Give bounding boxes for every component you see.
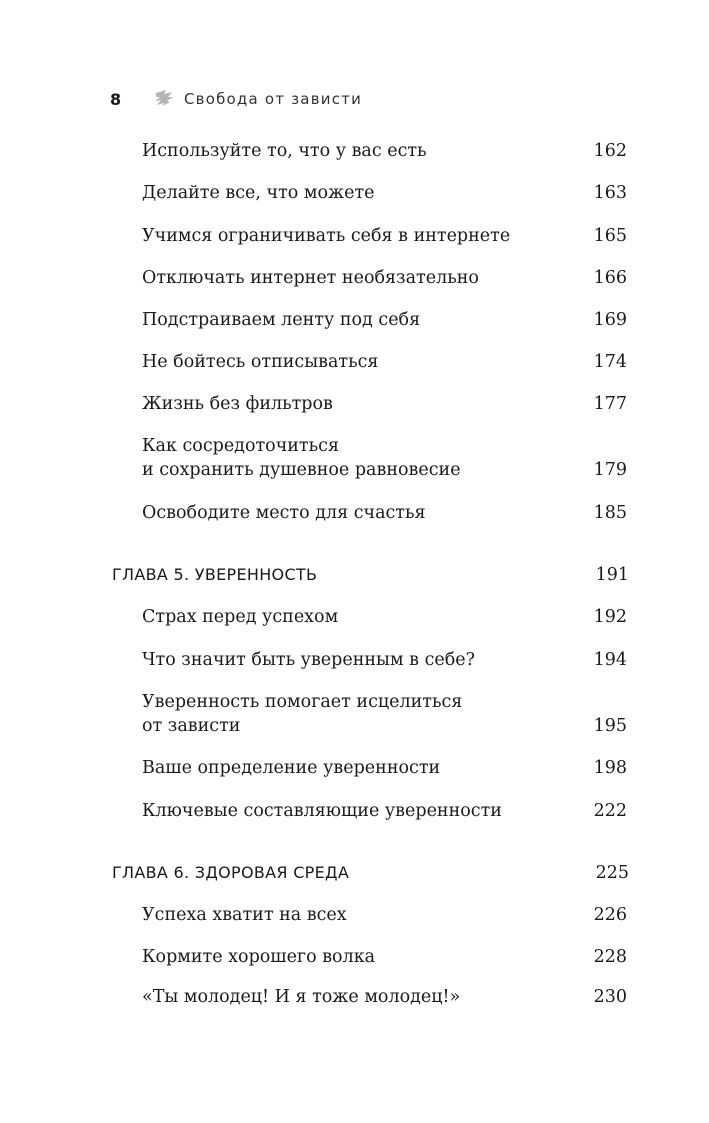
toc-entry-page: 163 — [593, 183, 627, 203]
toc-entry-page: 222 — [593, 801, 627, 821]
toc-entry[interactable] — [142, 690, 627, 738]
toc-entry[interactable] — [142, 945, 627, 969]
toc-entry[interactable] — [142, 799, 627, 823]
toc-entry-page: 194 — [593, 650, 627, 670]
toc-entry[interactable] — [142, 392, 627, 416]
toc-entry-page: 195 — [593, 716, 627, 736]
toc-entry[interactable] — [142, 224, 627, 248]
toc-entry-title: Что значит быть уверенным в себе? — [142, 650, 476, 670]
toc-entry-title-line2: и сохранить душевное равновесие — [142, 460, 461, 480]
chapter-heading[interactable] — [112, 563, 629, 587]
running-title: Свобода от зависти — [184, 90, 363, 108]
toc-entry[interactable] — [142, 903, 627, 927]
chapter-title: ГЛАВА 6. ЗДОРОВАЯ СРЕДА — [112, 863, 350, 882]
toc-entry-title: Отключать интернет необязательно — [142, 268, 479, 288]
chapter-page: 191 — [595, 565, 629, 585]
toc-entry-page: 177 — [593, 394, 627, 414]
toc-entry-page: 185 — [593, 503, 627, 523]
toc-entry[interactable] — [142, 756, 627, 780]
toc-entry-page: 198 — [593, 758, 627, 778]
toc-entry-page: 226 — [593, 905, 627, 925]
toc-entry-page: 169 — [593, 310, 627, 330]
brush-stroke-icon — [152, 87, 176, 111]
toc-entry-page: 228 — [593, 947, 627, 967]
toc-entry-page: 192 — [593, 607, 627, 627]
toc-entry-title: Жизнь без фильтров — [142, 394, 333, 414]
toc-entry-title: Не бойтесь отписываться — [142, 352, 379, 372]
toc-entry[interactable] — [142, 181, 627, 205]
toc-entry-title: Используйте то, что у вас есть — [142, 141, 427, 161]
toc-entry-title: Учимся ограничивать себя в интернете — [142, 226, 511, 246]
running-header — [110, 86, 362, 112]
toc-entry-title-line1: Как сосредоточиться — [142, 436, 339, 456]
chapter-title: ГЛАВА 5. УВЕРЕННОСТЬ — [112, 565, 318, 584]
toc-entry[interactable] — [142, 985, 627, 1009]
toc-entry[interactable] — [142, 308, 627, 332]
toc-entry[interactable] — [142, 350, 627, 374]
toc-entry-page: 179 — [593, 460, 627, 480]
chapter-heading[interactable] — [112, 861, 629, 885]
toc-entry-title: Ключевые составляющие уверенности — [142, 801, 502, 821]
toc-entry-title-line1: Уверенность помогает исцелиться — [142, 692, 463, 712]
toc-entry-page: 166 — [593, 268, 627, 288]
toc-entry-title: Кормите хорошего волка — [142, 947, 376, 967]
toc-entry-title: Ваше определение уверенности — [142, 758, 441, 778]
toc-entry-title: Делайте все, что можете — [142, 183, 375, 203]
toc-entry-title: Страх перед успехом — [142, 607, 339, 627]
toc-entry[interactable] — [142, 434, 627, 482]
toc-entry-title-line2: от зависти — [142, 716, 241, 736]
toc-entry[interactable] — [142, 501, 627, 525]
chapter-page: 225 — [595, 863, 629, 883]
toc-entry[interactable] — [142, 266, 627, 290]
toc-entry-title: Успеха хватит на всех — [142, 905, 347, 925]
toc-entry-page: 230 — [593, 987, 627, 1007]
toc-entry-page: 162 — [593, 141, 627, 161]
toc-entry-page: 165 — [593, 226, 627, 246]
toc-entry-title: Подстраиваем ленту под себя — [142, 310, 421, 330]
page-number: 8 — [110, 89, 122, 109]
toc-entry[interactable] — [142, 605, 627, 629]
toc-entry[interactable] — [142, 648, 627, 672]
toc-entry-title: Освободите место для счастья — [142, 503, 426, 523]
toc-entry-page: 174 — [593, 352, 627, 372]
toc-entry-title: «Ты молодец! И я тоже молодец!» — [142, 987, 461, 1007]
toc-entry[interactable] — [142, 139, 627, 163]
